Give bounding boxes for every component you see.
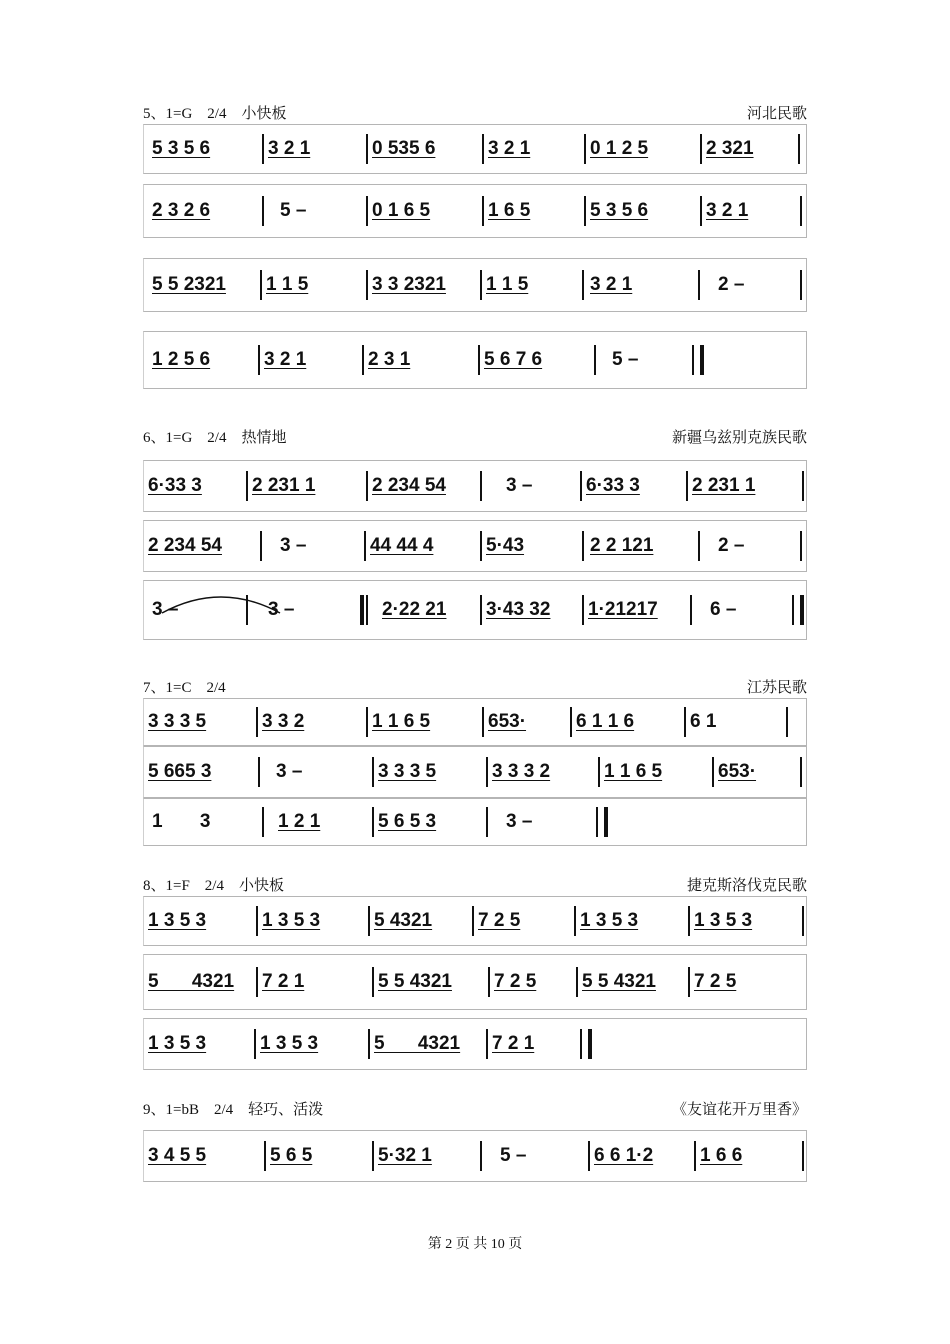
barline: [570, 707, 572, 737]
barline: [366, 134, 368, 164]
song-title: 6、1=G 2/4 热情地: [143, 430, 287, 446]
measure: 2·22 21: [382, 599, 447, 620]
barline: [800, 196, 802, 226]
measure: 1 3 5 3: [148, 1033, 207, 1054]
barline: [694, 1141, 696, 1171]
measure: 1 3 5 3: [148, 910, 207, 931]
measure: 7 2 1: [262, 971, 305, 992]
barline: [256, 967, 258, 997]
staff-line: [143, 698, 807, 746]
barline: [480, 531, 482, 561]
measure: 5 4321: [148, 971, 235, 992]
measure: 3 –: [152, 599, 179, 620]
barline: [688, 906, 690, 936]
page-footer: 第 2 页 共 10 页: [427, 1237, 523, 1252]
measure: 3 –: [280, 535, 307, 556]
staff-line: [143, 798, 807, 846]
staff-line: [143, 746, 807, 798]
barline: [262, 134, 264, 164]
measure: 3 2 1: [706, 200, 749, 221]
barline: [372, 807, 374, 837]
measure: 5 5 4321: [378, 971, 452, 992]
measure: 2 3 2 6: [152, 200, 211, 221]
barline: [800, 270, 802, 300]
song-title: 9、1=bB 2/4 轻巧、活泼: [143, 1102, 324, 1118]
measure: 1 1 6 5: [372, 711, 431, 732]
barline: [372, 967, 374, 997]
staff-line: [143, 331, 807, 389]
barline: [712, 757, 714, 787]
measure: 1 3: [152, 811, 211, 832]
barline: [800, 757, 802, 787]
barline: [584, 134, 586, 164]
barline: [698, 270, 700, 300]
measure: 6·33 3: [586, 475, 640, 496]
measure: 5 –: [280, 200, 307, 221]
barline: [262, 807, 264, 837]
barline: [580, 471, 582, 501]
measure: 1 3 5 3: [580, 910, 639, 931]
measure: 6 1: [690, 711, 717, 732]
song-origin: 新疆乌兹别克族民歌: [671, 430, 807, 446]
measure: 2 2 121: [590, 535, 654, 556]
measure: 3 –: [506, 811, 533, 832]
measure: 6 –: [710, 599, 737, 620]
barline: [584, 196, 586, 226]
barline: [690, 595, 692, 625]
barline: [700, 196, 702, 226]
barline: [486, 807, 488, 837]
measure: 5 4321: [374, 1033, 461, 1054]
measure: 3 –: [268, 599, 295, 620]
measure: 5 6 5: [270, 1145, 313, 1166]
barline: [486, 757, 488, 787]
barline: [482, 134, 484, 164]
barline: [262, 196, 264, 226]
staff-line: [143, 580, 807, 640]
barline: [698, 531, 700, 561]
measure: 5·32 1: [378, 1145, 432, 1166]
staff-line: [143, 520, 807, 572]
barline: [684, 707, 686, 737]
song-origin: 《友谊花开万里香》: [671, 1102, 807, 1118]
measure: 1 6 6: [700, 1145, 743, 1166]
measure: 0 1 6 5: [372, 200, 431, 221]
barline: [480, 471, 482, 501]
measure: 5 5 2321: [152, 274, 226, 295]
measure: 5 4321: [374, 910, 433, 931]
measure: 5 –: [500, 1145, 527, 1166]
measure: 44 44 4: [370, 535, 434, 556]
song-origin: 捷克斯洛伐克民歌: [686, 878, 807, 894]
measure: 3 2 1: [268, 138, 311, 159]
measure: 3 2 1: [488, 138, 531, 159]
measure: 1 3 5 3: [260, 1033, 319, 1054]
measure: 0 1 2 5: [590, 138, 649, 159]
barline: [256, 906, 258, 936]
barline: [582, 270, 584, 300]
measure: 1 3 5 3: [262, 910, 321, 931]
barline: [786, 707, 788, 737]
measure: 1 1 5: [486, 274, 529, 295]
barline: [688, 967, 690, 997]
staff-line: [143, 258, 807, 312]
barline: [576, 967, 578, 997]
measure: 6·33 3: [148, 475, 202, 496]
barline: [802, 471, 804, 501]
barline: [366, 270, 368, 300]
measure: 7 2 5: [478, 910, 521, 931]
barline: [264, 1141, 266, 1171]
measure: 1 2 1: [278, 811, 321, 832]
song-title: 8、1=F 2/4 小快板: [143, 878, 284, 894]
barline: [254, 1029, 256, 1059]
song-7-header: [143, 676, 807, 698]
barline: [480, 595, 482, 625]
barline: [246, 471, 248, 501]
barline: [366, 707, 368, 737]
barline: [802, 1141, 804, 1171]
measure: 1 1 5: [266, 274, 309, 295]
measure: 7 2 5: [494, 971, 537, 992]
measure: 2 234 54: [148, 535, 222, 556]
song-8-header: [143, 874, 807, 896]
measure: 7 2 1: [492, 1033, 535, 1054]
barline: [480, 270, 482, 300]
barline: [482, 707, 484, 737]
barline: [246, 595, 248, 625]
measure: 5 3 5 6: [152, 138, 211, 159]
barline: [258, 345, 260, 375]
barline: [802, 906, 804, 936]
measure: 6 6 1·2: [594, 1145, 654, 1166]
measure: 5 6 7 6: [484, 349, 543, 370]
repeat-end-barline: [792, 595, 804, 625]
measure: 5 3 5 6: [590, 200, 649, 221]
staff-line: [143, 460, 807, 512]
barline: [364, 531, 366, 561]
measure: 3 3 2321: [372, 274, 446, 295]
measure: 0 535 6: [372, 138, 436, 159]
measure: 7 2 5: [694, 971, 737, 992]
staff-line: [143, 1130, 807, 1182]
song-5-header: [143, 102, 807, 124]
measure: 6 1 1 6: [576, 711, 635, 732]
measure: 3 3 3 5: [148, 711, 207, 732]
barline: [366, 471, 368, 501]
final-barline: [596, 807, 608, 837]
repeat-start-barline: [360, 595, 370, 625]
barline: [256, 707, 258, 737]
song-title: 7、1=C 2/4: [143, 680, 226, 696]
barline: [800, 531, 802, 561]
barline: [258, 757, 260, 787]
measure: 653·: [718, 761, 757, 782]
barline: [574, 906, 576, 936]
barline: [372, 757, 374, 787]
measure: 2 234 54: [372, 475, 446, 496]
song-6-header: [143, 426, 807, 448]
barline: [368, 1029, 370, 1059]
measure: 2 –: [718, 274, 745, 295]
measure: 3 4 5 5: [148, 1145, 207, 1166]
measure: 653·: [488, 711, 527, 732]
measure: 3 3 2: [262, 711, 305, 732]
measure: 3 2 1: [590, 274, 633, 295]
measure: 5 6 5 3: [378, 811, 437, 832]
measure: 1·21217: [588, 599, 658, 620]
song-9-header: [143, 1098, 807, 1120]
final-barline: [580, 1029, 592, 1059]
barline: [366, 196, 368, 226]
measure: 1 2 5 6: [152, 349, 211, 370]
measure: 5·43: [486, 535, 525, 556]
staff-line: [143, 896, 807, 946]
barline: [260, 270, 262, 300]
barline: [480, 1141, 482, 1171]
measure: 3 –: [506, 475, 533, 496]
final-barline: [692, 345, 704, 375]
measure: 3 2 1: [264, 349, 307, 370]
measure: 3·43 32: [486, 599, 551, 620]
barline: [588, 1141, 590, 1171]
barline: [482, 196, 484, 226]
measure: 2 –: [718, 535, 745, 556]
barline: [700, 134, 702, 164]
barline: [594, 345, 596, 375]
staff-line: [143, 1018, 807, 1070]
measure: 1 1 6 5: [604, 761, 663, 782]
barline: [260, 531, 262, 561]
barline: [598, 757, 600, 787]
barline: [582, 531, 584, 561]
barline: [798, 134, 800, 164]
measure: 5 665 3: [148, 761, 212, 782]
barline: [478, 345, 480, 375]
barline: [488, 967, 490, 997]
barline: [582, 595, 584, 625]
song-origin: 江苏民歌: [746, 680, 807, 696]
barline: [368, 906, 370, 936]
measure: 1 6 5: [488, 200, 531, 221]
measure: 3 –: [276, 761, 303, 782]
measure: 5 5 4321: [582, 971, 656, 992]
measure: 2 231 1: [692, 475, 756, 496]
measure: 2 321: [706, 138, 754, 159]
barline: [372, 1141, 374, 1171]
barline: [362, 345, 364, 375]
barline: [472, 906, 474, 936]
measure: 2 3 1: [368, 349, 411, 370]
measure: 3 3 3 5: [378, 761, 437, 782]
staff-line: [143, 184, 807, 238]
song-title: 5、1=G 2/4 小快板: [143, 106, 287, 122]
staff-line: [143, 954, 807, 1010]
measure: 2 231 1: [252, 475, 316, 496]
barline: [486, 1029, 488, 1059]
song-origin: 河北民歌: [746, 106, 807, 122]
barline: [686, 471, 688, 501]
measure: 5 –: [612, 349, 639, 370]
measure: 1 3 5 3: [694, 910, 753, 931]
staff-line: [143, 124, 807, 174]
measure: 3 3 3 2: [492, 761, 551, 782]
